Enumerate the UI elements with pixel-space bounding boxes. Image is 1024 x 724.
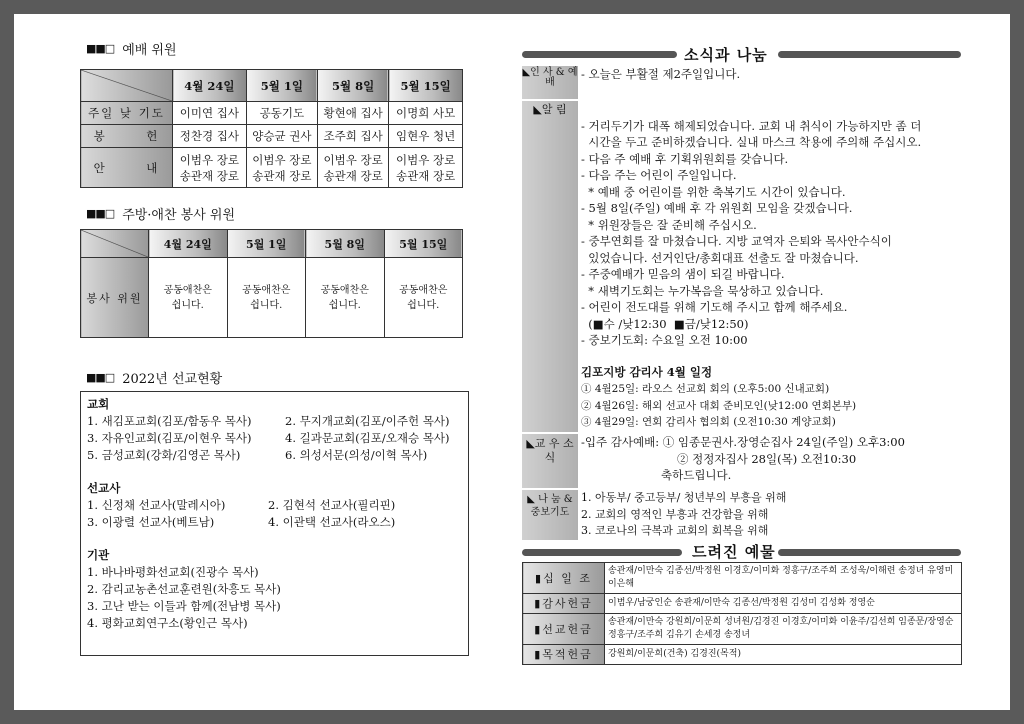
table-row: 주일 낮 기도 이미연 집사 공동기도 황현애 집사 이명희 사모	[81, 102, 463, 125]
greeting-text: - 오늘은 부활절 제2주일입니다.	[581, 67, 741, 81]
date-header: 4월 24일	[173, 70, 247, 102]
title-bar-left	[522, 549, 682, 556]
table-row: 안 내 이범우 장로 송관재 장로 이범우 장로 송관재 장로 이범우 장로 송관재 장로 이범우 장로 송관재 장로	[81, 148, 463, 188]
date-header: 5월 1일	[227, 230, 306, 258]
table-row: ▮십 일 조 송관재/이만숙 김종선/박정원 이경호/이미화 정흥구/조주희 조성욱/이해련 송정녀 유영미 이은해	[523, 563, 962, 594]
list-item: 1. 새김포교회(김포/함동우 목사) 2. 무지개교회(김포/이주헌 목사)	[87, 414, 450, 428]
church-heading: 교회	[87, 397, 110, 411]
notice-label: ◣알 림	[533, 103, 567, 116]
prayer-list: 1. 아동부/ 중고등부/ 청년부의 부흥을 위해 2. 교회의 영적인 부흥과 건강함을 위해 3. 코로나의 극복과 교회의 회복을 위해	[581, 491, 787, 537]
worship-section-title: ■■□ 예배 위원	[86, 42, 177, 58]
mission-box	[80, 391, 469, 656]
missionary-heading: 선교사	[87, 481, 121, 495]
list-item: 3. 고난 받는 이들과 함께(전남병 목사)	[87, 599, 281, 613]
table-row: 봉사 위원 공동애찬은 쉽니다. 공동애찬은 쉽니다. 공동애찬은 쉽니다. 공동애찬은 쉽니다.	[81, 258, 463, 338]
kitchen-table	[80, 229, 463, 338]
offering-title: 드려진 예물	[692, 543, 776, 561]
list-item: 4. 평화교회연구소(황인근 목사)	[87, 616, 248, 630]
date-header: 5월 15일	[389, 70, 463, 102]
section-marks: ■■□	[86, 42, 115, 55]
kitchen-section-title: ■■□ 주방·애찬 봉사 위원	[86, 207, 236, 223]
prayer-label: ◣ 나 눔 & 중보기도	[527, 494, 573, 518]
offering-table	[522, 562, 962, 665]
member-label: ◣교 우 소 식	[526, 437, 574, 464]
notice-list: - 거리두기가 대폭 해제되었습니다. 교회 내 취식이 가능하지만 좀 더 시간을 두고 준비하겠습니다. 실내 마스크 착용에 주의해 주십시오. - 다음 주 예배 후 기획위원회를 갖습니다. - 다음 주는 어린이 주일입니다. * 예배 중 어린이를 위한 축복기도 시간이 있습니다. - 5월 8일(주일) 예배 후 각 위원회 모임을 갖겠습니다. * 위원장들은 잘 준비해 주십시오. - 중부연회를 잘 마쳤습니다. 지방 교역자 은퇴와 목사안수식이 있었습니다. 선거인단/총회대표 선출도 잘 마쳤습니다. - 주중예배가 믿음의 샘이 되길 바랍니다. * 새벽기도회는 누가복음을 묵상하고 있습니다. - 어린이 전도대를 위해 기도해 주시고 함께 해주세요. (■수 /낮12:30 ■금/낮12:50) - 중보기도회: 수요일 오전 10:00	[581, 118, 922, 347]
diagonal-header-cell	[81, 230, 149, 258]
date-header: 5월 1일	[246, 70, 317, 102]
date-header: 4월 24일	[149, 230, 228, 258]
member-news: -입주 감사예배: ① 임종문권사.장영순집사 24일(주일) 오후3:00 ② 정정자집사 28일(목) 오전10:30 축하드립니다.	[581, 435, 905, 482]
list-item: 5. 금성교회(강화/김영곤 목사) 6. 의성서문(의성/이혁 목사)	[87, 448, 428, 462]
title-bar-right	[778, 51, 961, 58]
news-title: 소식과 나눔	[684, 46, 768, 64]
district-title: 김포지방 감리사 4월 일정	[581, 365, 713, 379]
greeting-label: ◣인 사 & 예 배	[522, 67, 578, 88]
list-item: 3. 자유인교회(김포/이현우 목사) 4. 길과문교회(김포/오재승 목사)	[87, 431, 450, 445]
list-item: 2. 감리교농촌선교훈련원(차흥도 목사)	[87, 582, 281, 596]
mission-section-title: ■■□ 2022년 선교현황	[86, 371, 223, 387]
table-row: ▮감사헌금 이범우/남궁인순 송관재/이만숙 김종선/박정원 김성미 김성화 정영순	[523, 594, 962, 614]
title-bar-right	[778, 549, 961, 556]
diagonal-header-cell	[81, 70, 173, 102]
worship-table	[80, 69, 463, 188]
date-header: 5월 8일	[306, 230, 385, 258]
list-item: 3. 이광렬 선교사(베트남) 4. 이관택 선교사(라오스)	[87, 515, 396, 529]
list-item: 1. 신정채 선교사(말레시아) 2. 김현석 선교사(필리핀)	[87, 498, 396, 512]
date-header: 5월 15일	[384, 230, 463, 258]
table-row: ▮선교헌금 송관재/이만숙 강원희/이문희 성녀원/김경진 이경호/이미화 이윤주/김선희 임종문/장영순 정흥구/조주희 김유기 손세경 송정녀	[523, 614, 962, 645]
list-item: 1. 바나바평화선교회(진광수 목사)	[87, 565, 259, 579]
district-list: ① 4월25일: 라오스 선교회 회의 (오후5:00 신내교회) ② 4월26일: 해외 선교사 대회 준비모인(낮12:00 연회본부) ③ 4월29일: 연회 감리사 협의회 (오전10:30 계양교회)	[581, 383, 857, 428]
title-bar-left	[522, 51, 677, 58]
table-row: ▮목적헌금 강원희/이문희(건축) 김경진(목적)	[523, 645, 962, 665]
date-header: 5월 8일	[317, 70, 388, 102]
table-row: 봉 헌 정찬경 집사 양승균 권사 조주희 집사 임현우 청년	[81, 125, 463, 148]
org-heading: 기관	[87, 548, 110, 562]
